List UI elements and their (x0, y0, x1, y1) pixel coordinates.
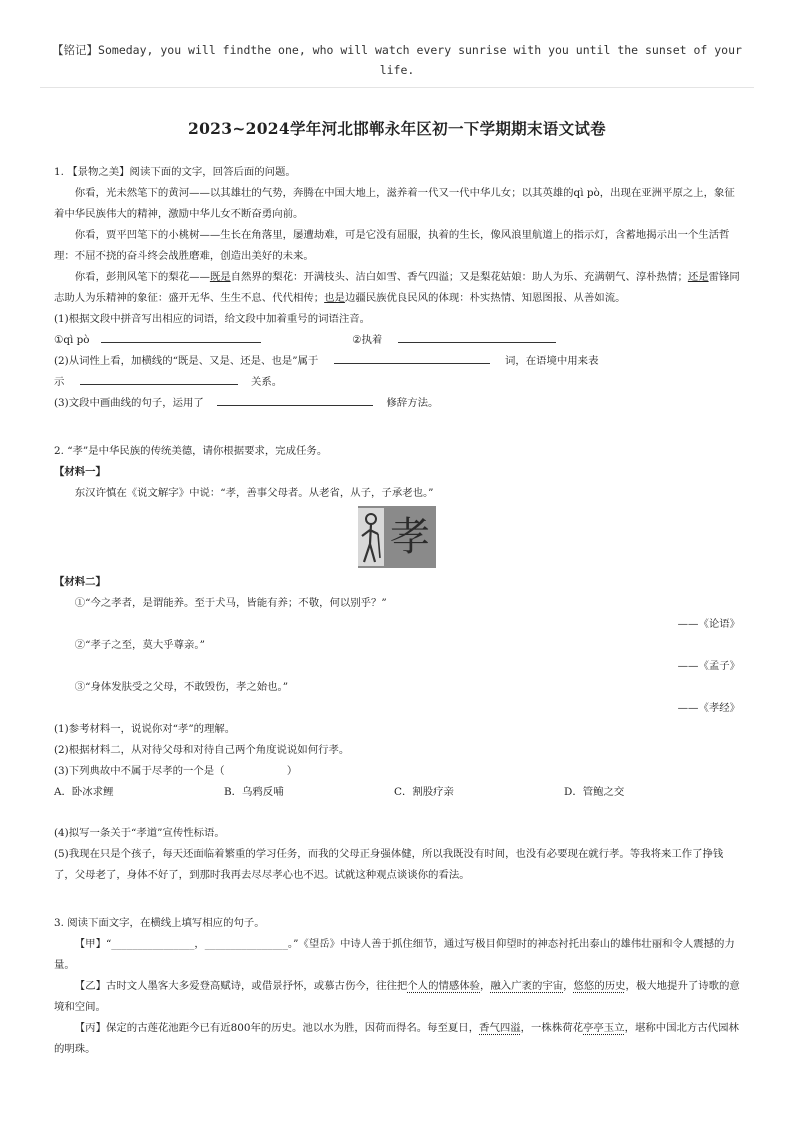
q1-sub1b-label: ②执着 (352, 334, 383, 346)
q3-yi-emphasis: 悠悠的历史 (573, 980, 626, 992)
q3-bing-text: ，一株株荷花 (520, 1022, 583, 1034)
q3-bing (54, 1018, 740, 1060)
q1-paragraph-1: 你看，光未然笔下的黄河——以其雄壮的气势，奔腾在中国大地上，滋养着一代又一代中华儿女；以其英雄的qì pò，出现在亚洲平原之上，象征着中华民族伟大的精神，激励中华儿女不断奋勇向前。 (54, 187, 735, 220)
xiao-character-image (54, 504, 740, 572)
q3-yi-text: ， (480, 980, 491, 992)
q1-sub2-text: 词，在语境中用来表 (504, 355, 599, 367)
q2-sub3: (3)下列典故中不属于尽孝的一个是（ ） (54, 765, 298, 777)
q1-sub2-cont (54, 372, 740, 393)
q1-sub1a-blank[interactable] (101, 330, 261, 343)
q3-bing-text: 【丙】保定的古莲花池距今已有近800年的历史。池以水为胜，因荷而得名。每至夏日， (74, 1022, 480, 1034)
q2-sub1: (1)参考材料一，说说你对“孝”的理解。 (54, 723, 236, 735)
q2-sub5: (5)我现在只是个孩子，每天还面临着繁重的学习任务，而我的父母正身强体健，所以我既没有时间，也没有必要现在就行孝。等我将来工作了挣钱了，父母老了，身体不好了，到那时我再去尽尽孝心也不迟。试就这种观点谈谈你的看法。 (54, 848, 724, 881)
q3-yi-text: ，极大地提升了诗歌的意境和空间。 (54, 980, 740, 1013)
q1-underlined-word: 既是 (209, 271, 231, 283)
q3-jia-blank-2[interactable]: ________________ (204, 938, 288, 950)
q1-sub2-text: 示 (54, 376, 65, 388)
q3-bing-text: ，堪称中国北方古代园林的明珠。 (54, 1022, 739, 1055)
q2-material2-label: 【材料二】 (54, 576, 106, 588)
q2-sub4: (4)拟写一条关于“孝道”宣传性标语。 (54, 827, 225, 839)
q1-sub1b-blank[interactable] (398, 330, 556, 343)
header-divider (40, 87, 754, 88)
q1-underlined-word: 也是 (324, 292, 345, 304)
q2-quote-3: ③“身体发肤受之父母，不敢毁伤，孝之始也。” (74, 681, 289, 693)
q1-sub1: (1)根据文段中拼音写出相应的词语，给文段中加着重号的词语注音。 (54, 313, 371, 325)
exam-content (54, 162, 740, 1060)
q1-sub2 (54, 351, 740, 372)
option-c[interactable]: C．割股疗亲 (394, 786, 454, 798)
q1-sub2-blank2[interactable] (80, 372, 238, 385)
q1-sub2-blank1[interactable] (334, 351, 490, 364)
header-motto: 【铭记】Someday, you will findthe one, who will watch every sunrise with you until the sunset of your life. (52, 43, 742, 77)
q1-sub2-text: 关系。 (251, 376, 283, 388)
q3-jia-text: ， (194, 938, 205, 950)
q1-sub3 (54, 393, 740, 414)
xiao-seal-character: 孝 (390, 514, 430, 560)
q2-source-3: ——《孝经》 (677, 702, 740, 714)
q1-sub2-text: (2)从词性上看，加横线的“既是、又是、还是、也是”属于 (54, 355, 319, 367)
q3-jia-text: 。”《望岳》中诗人善于抓住细节，通过写极目仰望时的神态衬托出泰山的雄伟壮丽和令人震撼的力量。 (54, 938, 735, 971)
q3-stem: 3. 阅读下面文字，在横线上填写相应的句子。 (54, 917, 265, 929)
q2-material1-text: 东汉许慎在《说文解字》中说：“孝，善事父母者。从老省，从子，子承老也。” (74, 487, 434, 499)
q1-p3-text: 你看，彭荆风笔下的梨花—— (74, 271, 210, 283)
q2-stem: 2. “孝”是中华民族的传统美德，请你根据要求，完成任务。 (54, 445, 328, 457)
q2-options (54, 782, 740, 803)
q3-jia-blank-1[interactable]: ________________ (111, 938, 195, 950)
q1-paragraph-2: 你看，贾平凹笔下的小桃树——生长在角落里，屡遭劫难，可是它没有屈服，执着的生长，像风浪里航道上的指示灯，含蓄地揭示出一个生活哲理：不屈不挠的奋斗终会战胜磨难，创造出美好的未来。 (54, 229, 730, 262)
q1-sub3-text: 修辞方法。 (386, 397, 439, 409)
q1-underlined-word: 还是 (687, 271, 709, 283)
q2-quote-2: ②“孝子之至，莫大乎尊亲。” (74, 639, 205, 651)
q2-source-1: ——《论语》 (677, 618, 740, 630)
option-a[interactable]: A．卧冰求鲤 (54, 786, 114, 798)
q2-material1-label: 【材料一】 (54, 466, 106, 478)
q2-source-2: ——《孟子》 (677, 660, 740, 672)
option-d[interactable]: D．管鲍之交 (564, 786, 625, 798)
q3-yi-emphasis: 个人的情感体验 (407, 980, 481, 992)
q3-yi-text: 【乙】古时文人墨客大多爱登高赋诗，或借景抒怀，或慕古伤今，往往把 (74, 980, 408, 992)
q2-sub2: (2)根据材料二，从对待父母和对待自己两个角度说说如何行孝。 (54, 744, 350, 756)
q3-yi-text: ， (563, 980, 574, 992)
xiao-character-image-box (358, 506, 436, 568)
q3-yi (54, 976, 740, 1018)
q1-stem: 1. 【景物之美】阅读下面的文字，回答后面的问题。 (54, 166, 296, 178)
q1-sub1a-label: ①qì pò (54, 334, 90, 346)
q1-p3-text: 雷锋同志助人为乐精神的象征：盛开无华、生生不息、代代相传； (54, 271, 740, 304)
q3-jia-text: 【甲】“ (74, 938, 112, 950)
elder-child-figure-icon (358, 508, 384, 566)
q1-sub1-answers (54, 330, 740, 351)
q1-p3-text: 边疆民族优良民风的体现：朴实热情、知恩图报、从善如流。 (344, 292, 626, 304)
q3-yi-emphasis: 融入广袤的宇宙 (490, 980, 564, 992)
q1-paragraph-3 (54, 267, 740, 309)
q3-jia (54, 934, 740, 976)
q3-bing-emphasis: 亭亭玉立 (583, 1022, 625, 1034)
q2-quote-1: ①“今之孝者，是谓能养。至于犬马，皆能有养；不敬，何以别乎？” (74, 597, 387, 609)
option-b[interactable]: B．乌鸦反哺 (224, 786, 284, 798)
q1-p3-text: 自然界的梨花：开满枝头、洁白如雪、香气四溢；又是梨花姑娘：助人为乐、充满朝气、淳朴热情； (230, 271, 688, 283)
q3-bing-emphasis: 香气四溢 (479, 1022, 521, 1034)
q1-sub3-blank[interactable] (217, 393, 373, 406)
q1-sub3-text: (3)文段中画曲线的句子，运用了 (54, 397, 204, 409)
page-title: 2023~2024学年河北邯郸永年区初一下学期期末语文试卷 (188, 119, 606, 138)
